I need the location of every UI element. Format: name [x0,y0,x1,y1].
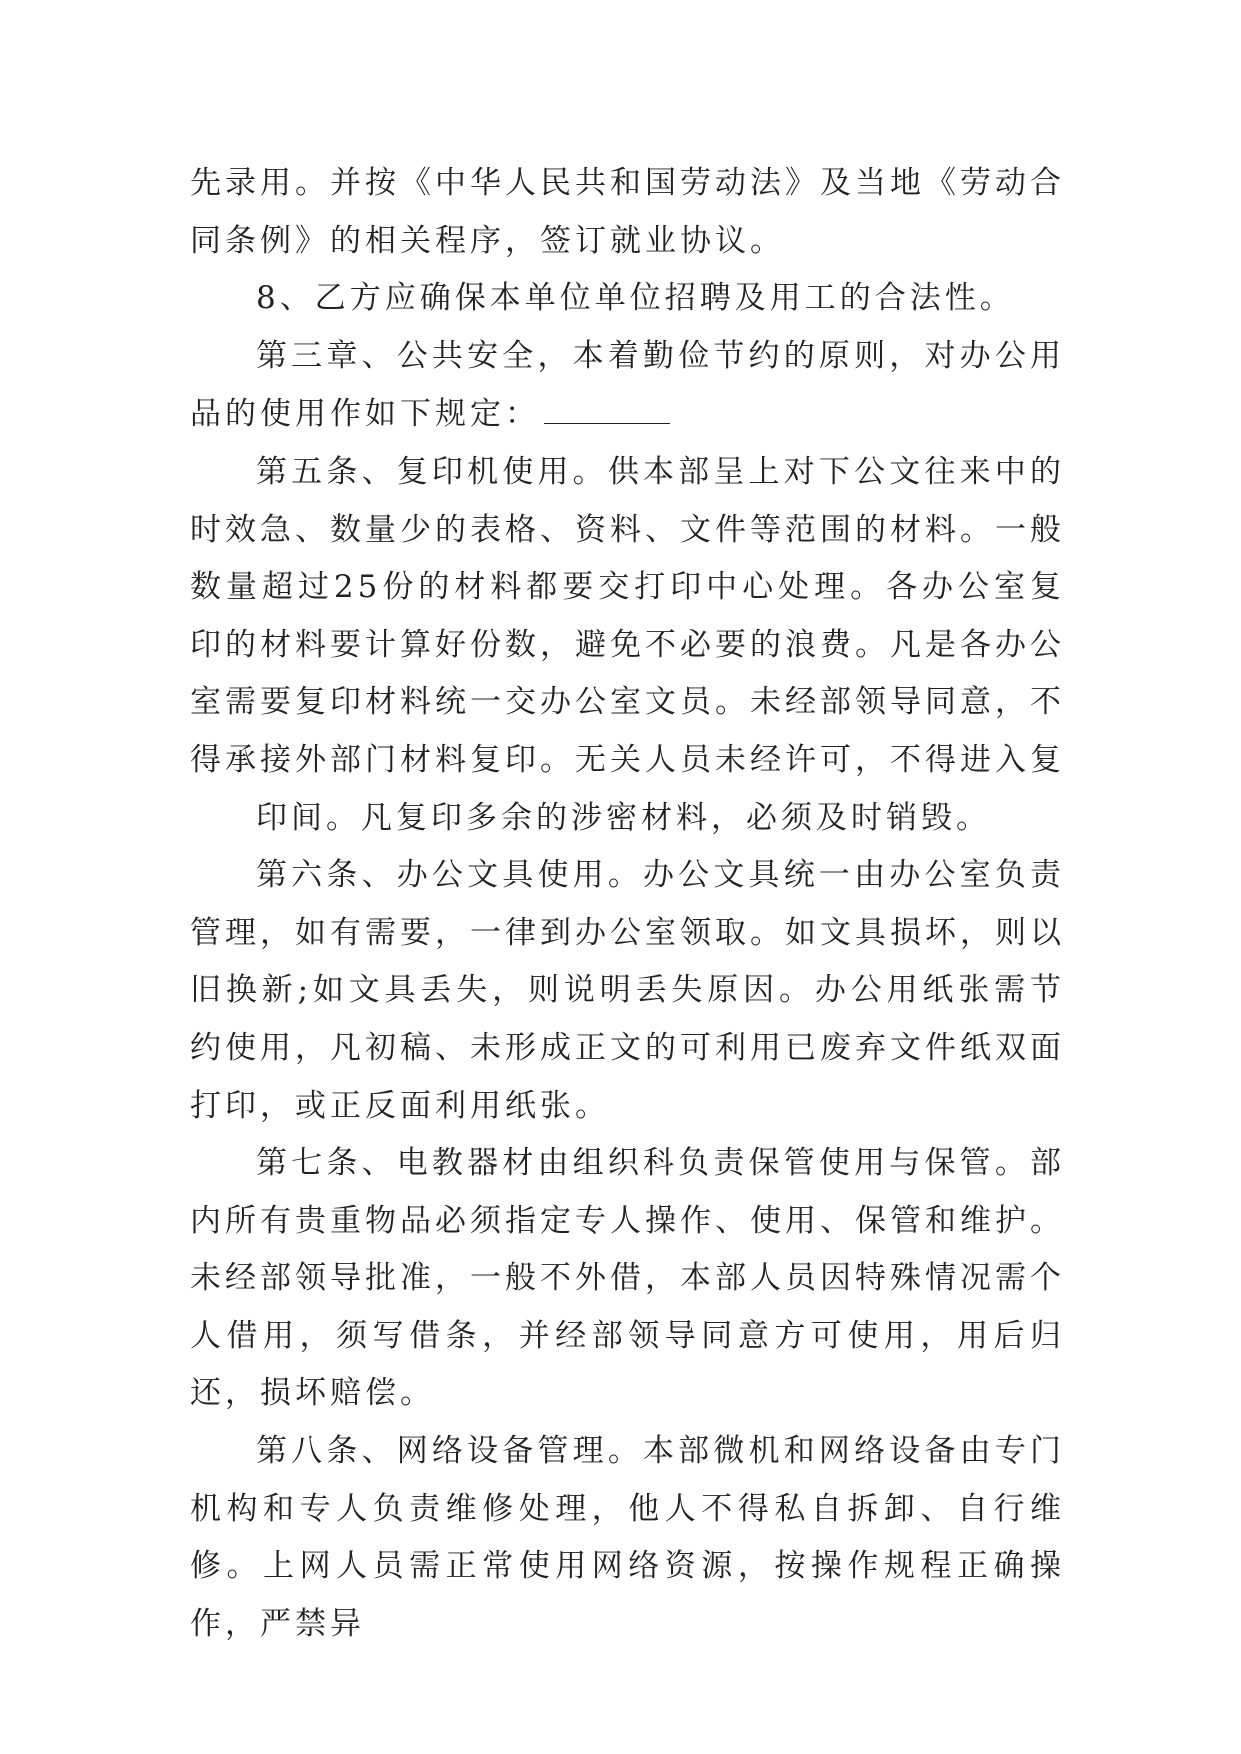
paragraph-2 [190,270,1065,328]
paragraph-1-text: 先录用。并按《中华人民共和国劳动法》及当地《劳动合同条例》的相关程序，签订就业协议。 [190,165,1065,259]
paragraph-8-text: 第八条、网络设备管理。本部微机和网络设备由专门机构和专人负责维修处理，他人不得私自拆卸、自行维修。上网人员需正常使用网络资源，按操作规程正确操作，严禁异 [190,1433,1065,1642]
paragraph-7 [190,1135,1065,1423]
paragraph-6 [190,847,1065,1135]
paragraph-4-text: 第五条、复印机使用。供本部呈上对下公文往来中的时效急、数量少的表格、资料、文件等范围的材料。一般数量超过25份的材料都要交打印中心处理。各办公室复印的材料要计算好份数，避免不必要的浪费。凡是各办公室需要复印材料统一交办公室文员。未经部领导同意，不得承接外部门材料复印。无关人员未经许可，不得进入复 [190,453,1065,778]
paragraph-6-text: 第六条、办公文具使用。办公文具统一由办公室负责管理，如有需要，一律到办公室领取。如文具损坏，则以旧换新;如文具丢失，则说明丢失原因。办公用纸张需节约使用，凡初稿、未形成正文的可利用已废弃文件纸双面打印，或正反面利用纸张。 [190,857,1065,1124]
fill-in-blank [544,385,670,424]
paragraph-3 [190,328,1065,444]
paragraph-2-text: 8、乙方应确保本单位单位招聘及用工的合法性。 [256,280,1015,317]
paragraph-8 [190,1423,1065,1653]
paragraph-5 [190,790,1065,848]
paragraph-3-text: 第三章、公共安全，本着勤俭节约的原则，对办公用品的使用作如下规定： [190,337,1065,433]
paragraph-7-text: 第七条、电教器材由组织科负责保管使用与保管。部内所有贵重物品必须指定专人操作、使用、保管和维护。未经部领导批准，一般不外借，本部人员因特殊情况需个人借用，须写借条，并经部领导同意方可使用，用后归还，损坏赔偿。 [190,1145,1065,1412]
paragraph-1 [190,155,1065,270]
paragraph-5-text: 印间。凡复印多余的涉密材料，必须及时销毁。 [256,799,991,836]
document-body [190,155,1065,1653]
paragraph-4 [190,444,1065,790]
